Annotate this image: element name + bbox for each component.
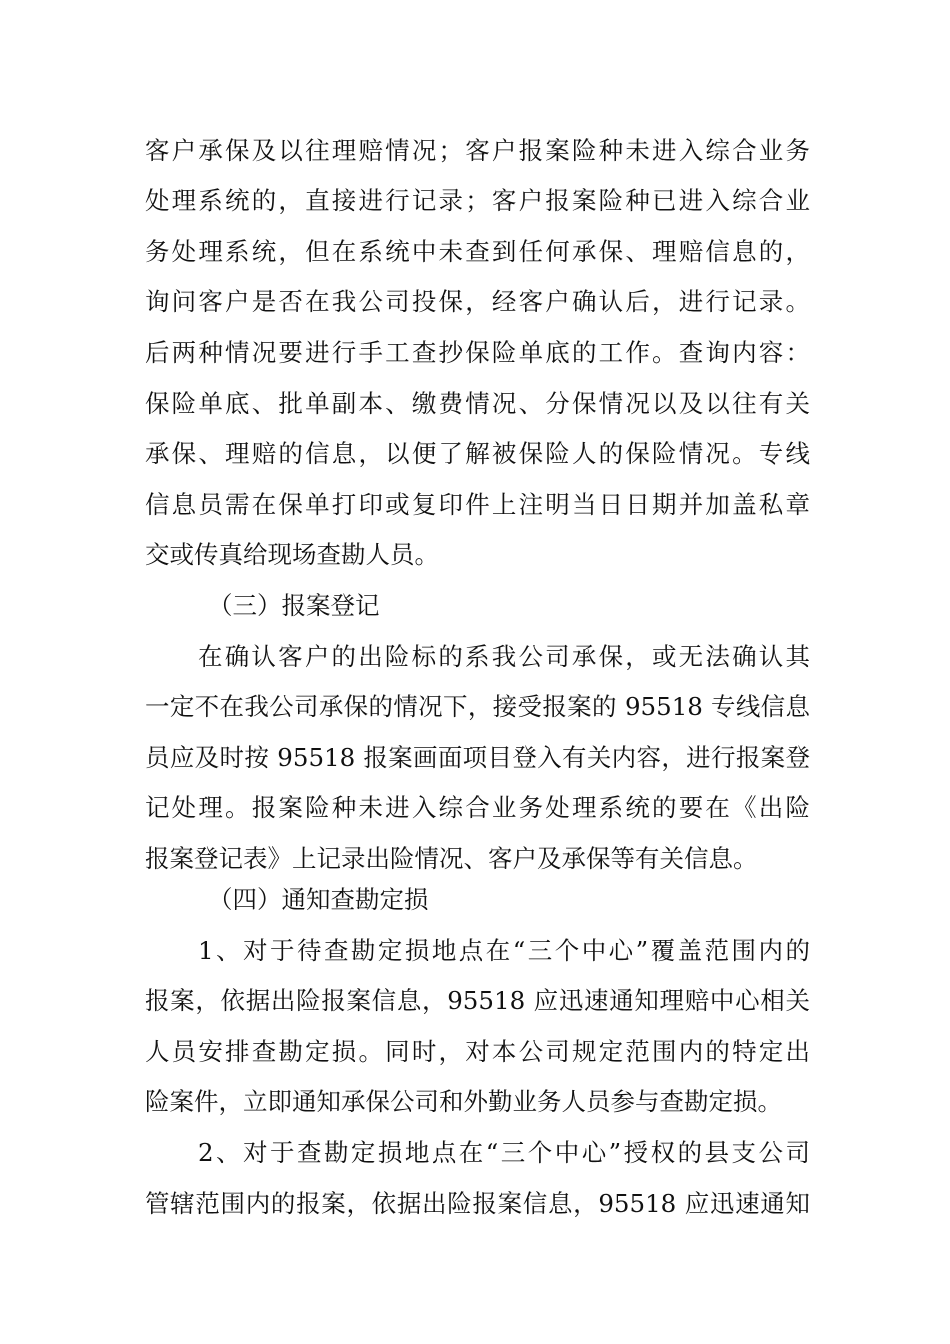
body-text-line: 处理系统的，直接进行记录；客户报案险种已进入综合业 — [145, 186, 810, 215]
body-text-line: 员应及时按 95518 报案画面项目登入有关内容，进行报案登 — [145, 743, 810, 772]
body-text-line: 险案件，立即通知承保公司和外勤业务人员参与查勘定损。 — [145, 1087, 782, 1116]
section-heading: （四）通知查勘定损 — [208, 885, 429, 914]
section-heading: （三）报案登记 — [208, 591, 380, 620]
body-text-line: 在确认客户的出险标的系我公司承保，或无法确认其 — [198, 642, 810, 671]
body-text-line: 信息员需在保单打印或复印件上注明当日日期并加盖私章 — [145, 490, 810, 519]
body-text-line: 一定不在我公司承保的情况下，接受报案的 95518 专线信息 — [145, 692, 810, 721]
body-text-line: 1、对于待查勘定损地点在“三个中心”覆盖范围内的 — [198, 936, 810, 965]
body-text-line: 保险单底、批单副本、缴费情况、分保情况以及以往有关 — [145, 389, 810, 418]
body-text-line: 询问客户是否在我公司投保，经客户确认后，进行记录。 — [145, 287, 810, 316]
body-text-line: 交或传真给现场查勘人员。 — [145, 540, 439, 569]
body-text-line: 报案登记表》上记录出险情况、客户及承保等有关信息。 — [145, 844, 758, 873]
body-text-line: 务处理系统，但在系统中未查到任何承保、理赔信息的， — [145, 237, 810, 266]
body-text-line: 人员安排查勘定损。同时，对本公司规定范围内的特定出 — [145, 1037, 810, 1066]
body-text-line: 记处理。报案险种未进入综合业务处理系统的要在《出险 — [145, 793, 810, 822]
body-text-line: 报案，依据出险报案信息，95518 应迅速通知理赔中心相关 — [145, 986, 810, 1015]
body-text-line: 后两种情况要进行手工查抄保险单底的工作。查询内容： — [145, 338, 810, 367]
body-text-line: 管辖范围内的报案，依据出险报案信息，95518 应迅速通知 — [145, 1189, 810, 1218]
body-text-line: 承保、理赔的信息，以便了解被保险人的保险情况。专线 — [145, 439, 810, 468]
body-text-line: 客户承保及以往理赔情况；客户报案险种未进入综合业务 — [145, 136, 810, 165]
body-text-line: 2、对于查勘定损地点在“三个中心”授权的县支公司 — [198, 1138, 810, 1167]
